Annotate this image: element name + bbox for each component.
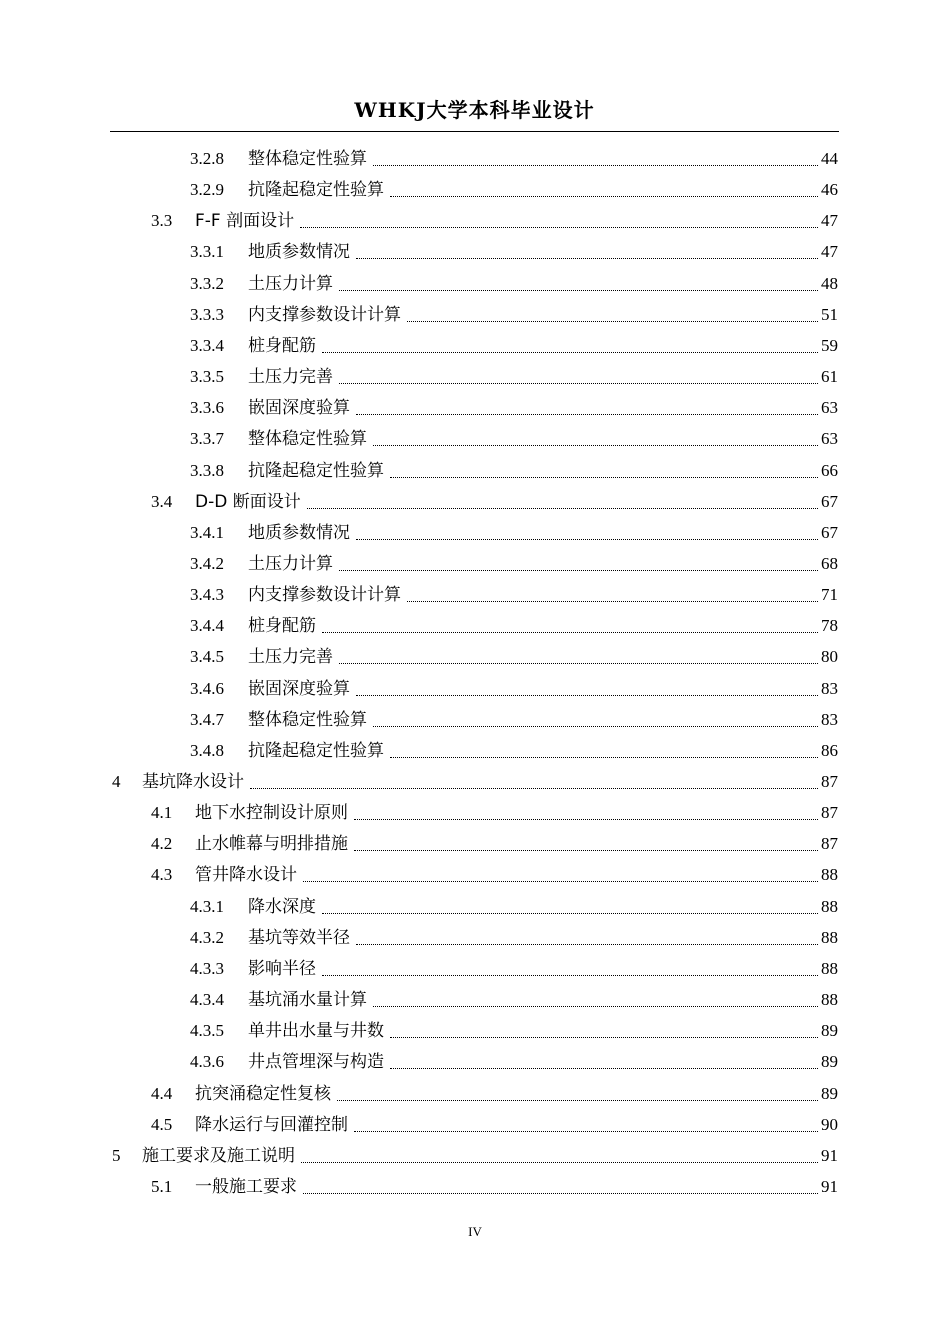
toc-entry-title: 影响半径 [248, 958, 316, 979]
toc-entry[interactable] [190, 394, 838, 422]
toc-entry-title: 嵌固深度验算 [248, 678, 350, 699]
toc-entry-page: 83 [821, 709, 838, 729]
toc-entry-title: 内支撑参数设计计算 [248, 585, 401, 606]
toc-dot-leader [390, 1036, 818, 1038]
page-header-title: WHKJ大学本科毕业设计 [354, 98, 595, 122]
toc-entry-number: 3.3.5 [190, 367, 224, 387]
toc-entry-title: D-D 断面设计 [195, 491, 301, 512]
toc-dot-leader [339, 289, 818, 291]
toc-entry-title: 单井出水量与井数 [248, 1021, 384, 1042]
toc-entry-page: 91 [821, 1176, 838, 1196]
toc-dot-leader [356, 257, 818, 259]
toc-entry-page: 86 [821, 740, 838, 760]
toc-entry[interactable] [112, 768, 838, 796]
toc-entry-number: 5.1 [151, 1176, 173, 1196]
toc-entry-title: 施工要求及施工说明 [142, 1145, 295, 1166]
toc-dot-leader [250, 787, 818, 789]
toc-dot-leader [339, 382, 818, 384]
toc-entry-title: 土压力完善 [248, 647, 333, 668]
toc-entry-number: 3.4.6 [190, 678, 224, 698]
toc-entry[interactable] [190, 145, 838, 173]
toc-entry[interactable] [190, 332, 838, 360]
toc-entry-title: 抗突涌稳定性复核 [195, 1083, 331, 1104]
toc-entry-number: 3.3 [151, 211, 173, 231]
toc-entry[interactable] [190, 301, 838, 329]
toc-entry-page: 71 [821, 585, 838, 605]
toc-entry[interactable] [151, 488, 838, 516]
toc-entry-page: 88 [821, 865, 838, 885]
toc-entry[interactable] [151, 207, 838, 235]
toc-entry-title: 地下水控制设计原则 [195, 803, 348, 824]
toc-dot-leader [356, 943, 818, 945]
toc-entry-title: 基坑等效半径 [248, 927, 350, 948]
toc-entry-number: 4.4 [151, 1083, 173, 1103]
toc-entry-page: 59 [821, 335, 838, 355]
toc-entry[interactable] [190, 955, 838, 983]
toc-entry[interactable] [151, 830, 838, 858]
toc-entry[interactable] [190, 1017, 838, 1045]
toc-entry-title: 整体稳定性验算 [248, 149, 367, 169]
toc-entry-page: 87 [821, 772, 838, 791]
toc-dot-leader [322, 351, 818, 353]
toc-entry-title: 止水帷幕与明排措施 [195, 834, 348, 855]
toc-entry-page: 46 [821, 180, 838, 200]
toc-entry-title: 土压力计算 [248, 553, 333, 574]
toc-entry[interactable] [190, 643, 838, 671]
toc-dot-leader [307, 507, 818, 509]
toc-entry-title: 抗隆起稳定性验算 [248, 180, 384, 201]
toc-entry-number: 4.3.3 [190, 958, 224, 978]
toc-entry-title: 内支撑参数设计计算 [248, 304, 401, 325]
toc-entry-page: 83 [821, 678, 838, 698]
toc-dot-leader [354, 1130, 818, 1132]
toc-entry-number: 4.3.2 [190, 927, 224, 947]
toc-entry-number: 3.4.1 [190, 522, 224, 542]
toc-entry-number: 3.3.7 [190, 429, 224, 449]
toc-entry[interactable] [190, 238, 838, 266]
toc-entry-title: 抗隆起稳定性验算 [248, 740, 384, 761]
toc-entry[interactable] [190, 176, 838, 204]
toc-dot-leader [373, 1005, 818, 1007]
toc-entry-title: 井点管埋深与构造 [248, 1052, 384, 1073]
toc-entry-number: 4.3.6 [190, 1052, 224, 1072]
toc-entry-page: 90 [821, 1114, 838, 1134]
toc-entry-title: 嵌固深度验算 [248, 398, 350, 419]
toc-entry-page: 47 [821, 242, 838, 262]
toc-entry-page: 89 [821, 1021, 838, 1041]
toc-entry-number: 3.4.2 [190, 553, 224, 573]
toc-entry-number: 3.4.4 [190, 616, 224, 636]
toc-entry-title: 降水运行与回灌控制 [195, 1114, 348, 1135]
toc-entry[interactable] [151, 1080, 838, 1108]
toc-entry-page: 88 [821, 990, 838, 1010]
toc-entry-page: 51 [821, 304, 838, 324]
toc-dot-leader [407, 320, 818, 322]
toc-entry-number: 3.3.8 [190, 460, 224, 480]
toc-entry-title: 一般施工要求 [195, 1176, 297, 1197]
toc-dot-leader [354, 849, 818, 851]
toc-entry-title: 桩身配筋 [248, 616, 316, 637]
toc-dot-leader [339, 662, 818, 664]
toc-dot-leader [301, 1161, 818, 1163]
toc-entry[interactable] [190, 1048, 838, 1076]
toc-entry[interactable] [190, 612, 838, 640]
toc-entry-number: 3.3.3 [190, 304, 224, 324]
toc-entry-page: 63 [821, 398, 838, 418]
toc-dot-leader [356, 413, 818, 415]
toc-entry-number: 4.5 [151, 1114, 173, 1134]
toc-entry-page: 47 [821, 211, 838, 231]
toc-dot-leader [390, 195, 818, 197]
toc-entry-title: 土压力计算 [248, 273, 333, 294]
toc-entry-number: 4 [112, 772, 121, 791]
toc-entry-title: 抗隆起稳定性验算 [248, 460, 384, 481]
toc-entry[interactable] [190, 924, 838, 952]
toc-entry[interactable] [190, 581, 838, 609]
toc-dot-leader [407, 600, 818, 602]
toc-entry[interactable] [151, 861, 838, 889]
toc-dot-leader [322, 912, 818, 914]
toc-entry[interactable] [190, 425, 838, 453]
toc-entry[interactable] [190, 363, 838, 391]
toc-entry-page: 61 [821, 367, 838, 387]
toc-entry-number: 3.3.4 [190, 335, 224, 355]
toc-entry-title: 地质参数情况 [248, 522, 350, 543]
toc-dot-leader [322, 974, 818, 976]
toc-entry-title: 桩身配筋 [248, 335, 316, 356]
toc-entry-number: 4.3 [151, 865, 173, 885]
toc-entry-number: 4.3.4 [190, 990, 224, 1010]
toc-dot-leader [303, 880, 818, 882]
toc-entry[interactable] [190, 675, 838, 703]
toc-entry-page: 89 [821, 1083, 838, 1103]
toc-entry[interactable] [151, 1111, 838, 1139]
toc-entry-number: 4.3.1 [190, 896, 224, 916]
toc-entry[interactable] [112, 1142, 838, 1170]
toc-entry-page: 67 [821, 491, 838, 511]
toc-dot-leader [354, 818, 818, 820]
toc-entry-number: 3.2.8 [190, 149, 224, 168]
toc-entry-number: 3.2.9 [190, 180, 224, 200]
toc-entry-number: 5 [112, 1145, 121, 1165]
toc-entry-number: 3.3.1 [190, 242, 224, 262]
toc-dot-leader [322, 631, 818, 633]
toc-entry-title: 管井降水设计 [195, 865, 297, 886]
toc-entry-page: 87 [821, 803, 838, 823]
toc-entry[interactable] [190, 986, 838, 1014]
toc-entry-title: 整体稳定性验算 [248, 709, 367, 730]
toc-dot-leader [356, 694, 818, 696]
toc-entry-page: 87 [821, 834, 838, 854]
toc-entry-page: 80 [821, 647, 838, 667]
toc-entry-number: 3.3.2 [190, 273, 224, 293]
toc-entry[interactable] [151, 799, 838, 827]
toc-entry-page: 67 [821, 522, 838, 542]
toc-entry-page: 88 [821, 927, 838, 947]
toc-entry-page: 78 [821, 616, 838, 636]
toc-entry-title: 基坑涌水量计算 [248, 990, 367, 1011]
toc-entry-title: 土压力完善 [248, 367, 333, 388]
toc-entry[interactable] [190, 893, 838, 921]
toc-entry-page: 63 [821, 429, 838, 449]
toc-dot-leader [339, 569, 818, 571]
toc-entry-number: 4.2 [151, 834, 173, 854]
toc-dot-leader [390, 1067, 818, 1069]
toc-entry[interactable] [151, 1173, 838, 1201]
toc-entry-number: 4.3.5 [190, 1021, 224, 1041]
toc-dot-leader [303, 1192, 818, 1194]
toc-entry-page: 44 [821, 149, 838, 168]
toc-entry-title: 地质参数情况 [248, 242, 350, 263]
toc-entry[interactable] [190, 270, 838, 298]
toc-entry-number: 4.1 [151, 803, 173, 823]
toc-entry-page: 88 [821, 958, 838, 978]
toc-entry-page: 48 [821, 273, 838, 293]
toc-entry[interactable] [190, 519, 838, 547]
toc-dot-leader [390, 756, 818, 758]
toc-dot-leader [300, 226, 818, 228]
toc-entry[interactable] [190, 457, 838, 485]
toc-entry-number: 3.4.8 [190, 740, 224, 760]
toc-entry-number: 3.4 [151, 491, 173, 511]
toc-dot-leader [356, 538, 818, 540]
toc-entry-title: 整体稳定性验算 [248, 429, 367, 450]
toc-entry[interactable] [190, 706, 838, 734]
toc-entry-number: 3.4.3 [190, 585, 224, 605]
toc-entry[interactable] [190, 550, 838, 578]
header-rule [110, 131, 839, 132]
page-number: IV [468, 1224, 482, 1239]
toc-dot-leader [373, 164, 818, 166]
toc-entry-page: 91 [821, 1145, 838, 1165]
toc-entry-title: 基坑降水设计 [142, 772, 244, 792]
toc-entry-page: 89 [821, 1052, 838, 1072]
toc-entry-page: 88 [821, 896, 838, 916]
toc-entry-number: 3.4.7 [190, 709, 224, 729]
toc-entry-number: 3.4.5 [190, 647, 224, 667]
toc-dot-leader [373, 444, 818, 446]
toc-dot-leader [373, 725, 818, 727]
toc-entry-number: 3.3.6 [190, 398, 224, 418]
toc-entry-page: 68 [821, 553, 838, 573]
toc-entry[interactable] [190, 737, 838, 765]
toc-entry-title: 降水深度 [248, 896, 316, 917]
toc-entry-page: 66 [821, 460, 838, 480]
toc-dot-leader [390, 476, 818, 478]
toc-dot-leader [337, 1099, 818, 1101]
toc-entry-title: F-F 剖面设计 [195, 211, 295, 232]
